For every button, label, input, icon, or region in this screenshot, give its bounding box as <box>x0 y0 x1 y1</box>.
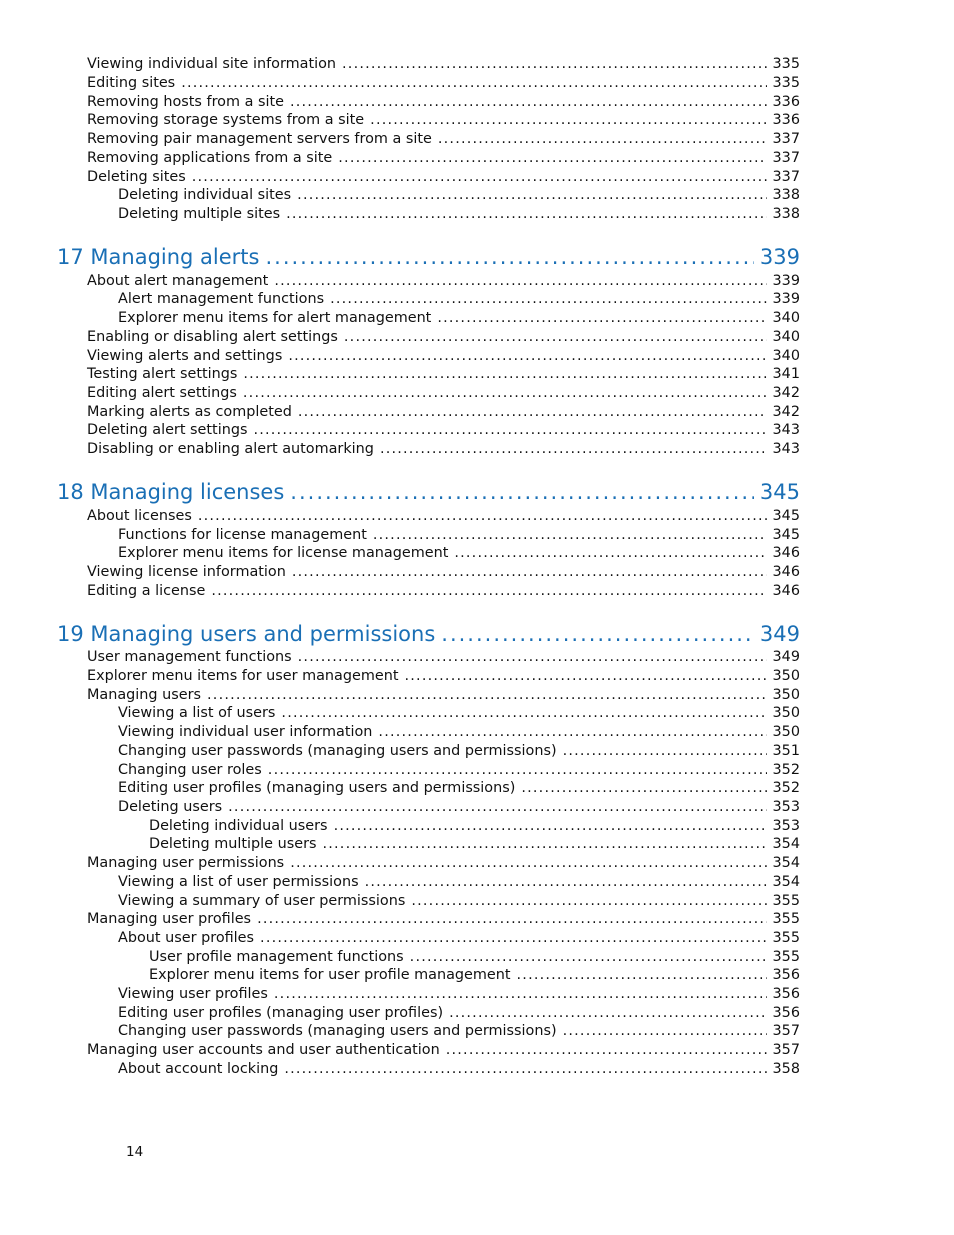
entry-page-number: 337 <box>772 131 800 147</box>
entry-title: Managing user accounts and user authentication <box>87 1042 440 1058</box>
dot-leader <box>253 421 766 439</box>
entry-title: Removing hosts from a site <box>87 94 284 110</box>
entry-title: User management functions <box>87 649 292 665</box>
entry-title: Managing users <box>87 687 202 703</box>
entry-title: Deleting individual sites <box>118 187 292 203</box>
dot-leader <box>441 621 754 647</box>
entry-title: Viewing alerts and settings <box>87 348 283 364</box>
dot-leader <box>338 149 766 167</box>
toc-entry-link[interactable] <box>87 93 800 111</box>
dot-leader <box>290 479 754 505</box>
toc-entry-link[interactable] <box>118 290 800 308</box>
toc-chapter-link[interactable] <box>57 479 800 505</box>
dot-leader <box>411 892 766 910</box>
toc-entry-link[interactable] <box>149 966 800 984</box>
entry-page-number: 354 <box>772 874 800 890</box>
dot-leader <box>243 384 767 402</box>
dot-leader <box>344 328 767 346</box>
entry-title: About user profiles <box>118 930 255 946</box>
chapter-title: 18 Managing licenses <box>57 480 285 504</box>
dot-leader <box>517 966 767 984</box>
dot-leader <box>286 205 766 223</box>
entry-title: Deleting individual users <box>149 818 328 834</box>
toc-entry-link[interactable] <box>87 347 800 365</box>
entry-title: Viewing license information <box>87 564 286 580</box>
dot-leader <box>365 873 767 891</box>
entry-title: Disabling or enabling alert automarking <box>87 441 374 457</box>
entry-title: Explorer menu items for user profile management <box>149 967 511 983</box>
toc-entry-link[interactable] <box>87 440 800 458</box>
entry-page-number: 342 <box>772 385 800 401</box>
entry-title: Viewing user profiles <box>118 986 268 1002</box>
dot-leader <box>265 244 753 270</box>
toc-entry-link[interactable] <box>149 948 800 966</box>
toc-entry-link[interactable] <box>87 168 800 186</box>
toc-entry-link[interactable] <box>118 761 800 779</box>
entry-title: Explorer menu items for alert management <box>118 310 432 326</box>
dot-leader <box>521 779 766 797</box>
entry-page-number: 343 <box>772 422 800 438</box>
entry-title: Marking alerts as completed <box>87 404 292 420</box>
entry-page-number: 351 <box>772 743 800 759</box>
dot-leader <box>342 55 767 73</box>
toc-entry-link[interactable] <box>87 365 800 383</box>
entry-title: Deleting users <box>118 799 223 815</box>
toc-entry-link[interactable] <box>118 985 800 1003</box>
dot-leader <box>563 1022 767 1040</box>
entry-page-number: 346 <box>772 583 800 599</box>
dot-leader <box>274 985 767 1003</box>
entry-page-number: 352 <box>772 762 800 778</box>
entry-page-number: 339 <box>772 273 800 289</box>
entry-page-number: 356 <box>772 967 800 983</box>
toc-entry-link[interactable] <box>118 779 800 797</box>
chapter-page-number: 339 <box>759 245 800 269</box>
dot-leader <box>207 686 767 704</box>
toc-entry-link[interactable] <box>118 723 800 741</box>
entry-title: Deleting multiple users <box>149 836 317 852</box>
entry-page-number: 350 <box>772 668 800 684</box>
entry-page-number: 341 <box>772 366 800 382</box>
toc-chapter-link[interactable] <box>57 621 800 647</box>
entry-page-number: 352 <box>772 780 800 796</box>
toc-entry-link[interactable] <box>118 205 800 223</box>
toc-entry-link[interactable] <box>118 873 800 891</box>
entry-title: Testing alert settings <box>87 366 238 382</box>
entry-title: Editing alert settings <box>87 385 237 401</box>
dot-leader <box>290 93 767 111</box>
dot-leader <box>454 544 766 562</box>
entry-page-number: 356 <box>772 1005 800 1021</box>
entry-page-number: 345 <box>772 508 800 524</box>
entry-title: Deleting alert settings <box>87 422 248 438</box>
dot-leader <box>268 761 767 779</box>
dot-leader <box>290 854 766 872</box>
entry-title: Managing user permissions <box>87 855 285 871</box>
toc-entry-link[interactable] <box>118 704 800 722</box>
toc-entry-link[interactable] <box>87 55 800 73</box>
toc-entry-link[interactable] <box>118 544 800 562</box>
entry-title: Editing user profiles (managing user profiles) <box>118 1005 444 1021</box>
dot-leader <box>438 130 767 148</box>
dot-leader <box>243 365 766 383</box>
entry-page-number: 355 <box>772 893 800 909</box>
entry-title: Editing sites <box>87 75 176 91</box>
dot-leader <box>378 723 766 741</box>
entry-page-number: 335 <box>772 75 800 91</box>
toc-entry-link[interactable] <box>87 854 800 872</box>
entry-page-number: 354 <box>772 855 800 871</box>
dot-leader <box>288 347 766 365</box>
entry-title: Changing user passwords (managing users and permissions) <box>118 1023 557 1039</box>
dot-leader <box>380 440 767 458</box>
entry-title: Viewing a list of users <box>118 705 276 721</box>
dot-leader <box>446 1041 767 1059</box>
toc-entry-link[interactable] <box>87 149 800 167</box>
entry-page-number: 355 <box>772 911 800 927</box>
entry-title: About alert management <box>87 273 269 289</box>
entry-page-number: 356 <box>772 986 800 1002</box>
toc-entry-link[interactable] <box>118 526 800 544</box>
entry-title: Deleting multiple sites <box>118 206 281 222</box>
toc-entry-link[interactable] <box>87 111 800 129</box>
entry-title: About account locking <box>118 1061 279 1077</box>
entry-title: Removing applications from a site <box>87 150 333 166</box>
entry-page-number: 338 <box>772 187 800 203</box>
dot-leader <box>410 948 767 966</box>
toc-entry-link[interactable] <box>149 835 800 853</box>
entry-page-number: 353 <box>772 799 800 815</box>
toc-entry-link[interactable] <box>87 384 800 402</box>
toc-entry-link[interactable] <box>87 403 800 421</box>
entry-page-number: 337 <box>772 169 800 185</box>
dot-leader <box>281 704 766 722</box>
toc-entry-link[interactable] <box>118 309 800 327</box>
entry-page-number: 355 <box>772 930 800 946</box>
toc-entry-link[interactable] <box>87 582 800 600</box>
entry-page-number: 350 <box>772 724 800 740</box>
dot-leader <box>284 1060 766 1078</box>
toc-entry-link[interactable] <box>118 892 800 910</box>
entry-page-number: 358 <box>772 1061 800 1077</box>
toc-entry-link[interactable] <box>118 742 800 760</box>
entry-title: Editing user profiles (managing users and permissions) <box>118 780 516 796</box>
dot-leader <box>211 582 766 600</box>
toc-entry-link[interactable] <box>118 798 800 816</box>
toc-entry-link[interactable] <box>87 667 800 685</box>
dot-leader <box>373 526 767 544</box>
toc-entry-link[interactable] <box>87 910 800 928</box>
entry-page-number: 354 <box>772 836 800 852</box>
entry-page-number: 337 <box>772 150 800 166</box>
toc-entry-link[interactable] <box>118 1022 800 1040</box>
dot-leader <box>330 290 766 308</box>
toc-entry-link[interactable] <box>87 421 800 439</box>
toc-entry-link[interactable] <box>118 186 800 204</box>
entry-title: Viewing a summary of user permissions <box>118 893 406 909</box>
entry-page-number: 339 <box>772 291 800 307</box>
toc-entry-link[interactable] <box>87 686 800 704</box>
toc-entry-link[interactable] <box>87 648 800 666</box>
entry-title: Changing user passwords (managing users and permissions) <box>118 743 557 759</box>
dot-leader <box>228 798 766 816</box>
toc-chapter-link[interactable] <box>57 244 800 270</box>
entry-page-number: 342 <box>772 404 800 420</box>
entry-title: Functions for license management <box>118 527 367 543</box>
entry-title: Explorer menu items for license management <box>118 545 449 561</box>
entry-title: Enabling or disabling alert settings <box>87 329 338 345</box>
toc-entry-link[interactable] <box>118 1004 800 1022</box>
dot-leader <box>322 835 766 853</box>
dot-leader <box>181 74 766 92</box>
dot-leader <box>334 817 767 835</box>
toc-entry-link[interactable] <box>87 130 800 148</box>
entry-title: Removing storage systems from a site <box>87 112 365 128</box>
entry-page-number: 338 <box>772 206 800 222</box>
entry-page-number: 353 <box>772 818 800 834</box>
entry-page-number: 350 <box>772 687 800 703</box>
entry-page-number: 349 <box>772 649 800 665</box>
entry-page-number: 355 <box>772 949 800 965</box>
toc-entry-link[interactable] <box>118 929 800 947</box>
entry-title: Explorer menu items for user management <box>87 668 399 684</box>
dot-leader <box>449 1004 766 1022</box>
entry-title: About licenses <box>87 508 192 524</box>
dot-leader <box>298 648 767 666</box>
dot-leader <box>437 309 766 327</box>
entry-page-number: 336 <box>772 112 800 128</box>
toc-entry-link[interactable] <box>118 1060 800 1078</box>
entry-page-number: 357 <box>772 1023 800 1039</box>
dot-leader <box>192 168 767 186</box>
chapter-page-number: 345 <box>759 480 800 504</box>
dot-leader <box>370 111 766 129</box>
entry-title: Removing pair management servers from a site <box>87 131 432 147</box>
entry-title: Viewing individual user information <box>118 724 373 740</box>
dot-leader <box>298 403 767 421</box>
entry-page-number: 340 <box>772 329 800 345</box>
toc-entry-link[interactable] <box>87 74 800 92</box>
toc-entry-link[interactable] <box>87 507 800 525</box>
dot-leader <box>260 929 766 947</box>
entry-page-number: 346 <box>772 545 800 561</box>
entry-page-number: 345 <box>772 527 800 543</box>
entry-title: Alert management functions <box>118 291 325 307</box>
dot-leader <box>198 507 767 525</box>
toc-entry-link[interactable] <box>87 563 800 581</box>
chapter-title: 17 Managing alerts <box>57 245 260 269</box>
dot-leader <box>563 742 767 760</box>
toc-entry-link[interactable] <box>149 817 800 835</box>
entry-title: Changing user roles <box>118 762 262 778</box>
entry-page-number: 350 <box>772 705 800 721</box>
page-number: 14 <box>126 1144 144 1160</box>
entry-title: Viewing individual site information <box>87 56 337 72</box>
entry-page-number: 340 <box>772 310 800 326</box>
entry-page-number: 343 <box>772 441 800 457</box>
dot-leader <box>292 563 767 581</box>
toc-entry-link[interactable] <box>87 1041 800 1059</box>
toc-entry-link[interactable] <box>87 328 800 346</box>
entry-title: User profile management functions <box>149 949 404 965</box>
entry-title: Managing user profiles <box>87 911 252 927</box>
entry-title: Editing a license <box>87 583 206 599</box>
chapter-page-number: 349 <box>759 622 800 646</box>
entry-page-number: 346 <box>772 564 800 580</box>
entry-page-number: 335 <box>772 56 800 72</box>
entry-page-number: 340 <box>772 348 800 364</box>
entry-title: Deleting sites <box>87 169 186 185</box>
entry-page-number: 336 <box>772 94 800 110</box>
entry-page-number: 357 <box>772 1042 800 1058</box>
entry-title: Viewing a list of user permissions <box>118 874 359 890</box>
dot-leader <box>274 272 766 290</box>
dot-leader <box>257 910 766 928</box>
toc-entry-link[interactable] <box>87 272 800 290</box>
dot-leader <box>405 667 767 685</box>
chapter-title: 19 Managing users and permissions <box>57 622 436 646</box>
dot-leader <box>297 186 766 204</box>
